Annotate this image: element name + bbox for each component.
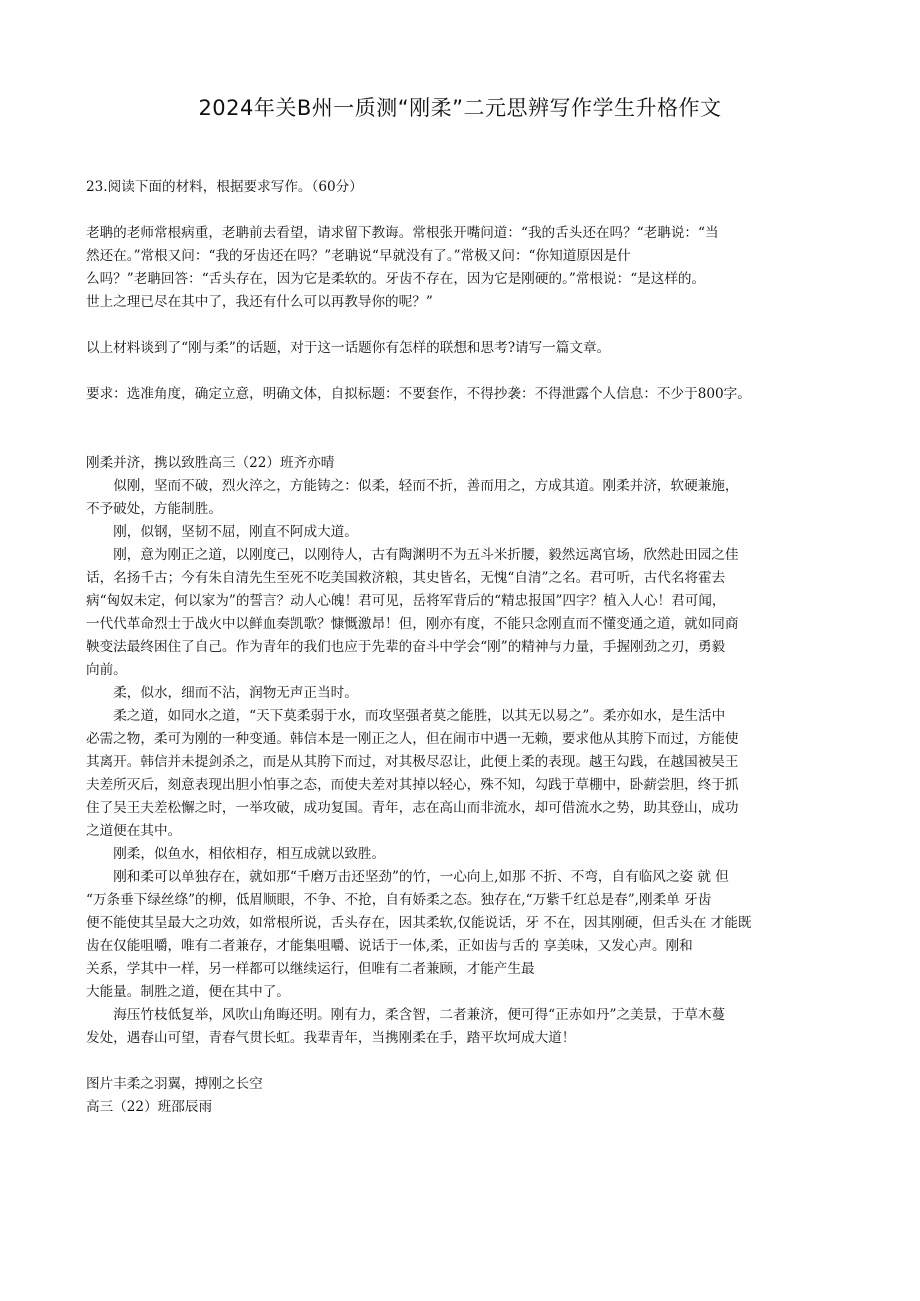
essay-title: 刚柔并济，携以致胜高三（22）班齐亦晴 [86,455,335,471]
essay2-title: 图片丰柔之羽翼，搏刚之长空 [86,1076,263,1092]
essay-paragraph [86,475,846,521]
material-line: 然还在。”常根又问：“我的牙齿还在吗？”老聃说“早就没有了。”常极又问：“你知道原因是什 [86,248,631,264]
essay-paragraph [86,1004,846,1050]
essay-paragraph [86,544,846,682]
essay-line: 海压竹枝低复举，风吹山角晦还明。刚有力，柔含智，二者兼济，便可得“正赤如丹”之美景，于草木蔓 [113,1007,726,1023]
essay-line: 刚，似钢，坚韧不屈，刚直不阿成大道。 [113,524,358,540]
essay-paragraph [86,682,846,705]
question-prompt: 以上材料谈到了“刚与柔”的话题，对于这一话题你有怎样的联想和思考?请写一篇文章。 [86,340,611,356]
question-requirement: 要求：选准角度，确定立意，明确文体，自拟标题：不要套作，不得抄袭：不得泄露个人信息：不少于800字。 [86,386,751,402]
essay-paragraph [86,521,846,544]
material-line: 世上之理已尽在其中了，我还有什么可以再教导你的呢？” [86,294,433,310]
essay-line: 便不能使其呈最大之功效，如常根所说，舌头存在，因其柔软,仅能说话，牙 不在，因其刚硬，但舌头在 才能既 [86,915,752,931]
essay-line: 必需之物，柔可为刚的一种变通。韩信本是一刚正之人，但在闹市中遇一无赖，要求他从其胯下而过，方能使 [86,731,739,747]
essay-line: 鞅变法最终困住了自己。作为青年的我们也应于先辈的奋斗中学会“刚”的精神与力量，手握刚劲之刃，勇毅 [86,639,726,655]
question-header: 23.阅读下面的材料，根据要求写作。（60分） [86,179,363,195]
essay-paragraph [86,866,846,1004]
essay-line: 关系，学其中一样，另一样都可以继续运行，但唯有二者兼顾，才能产生最 [86,961,535,977]
document-title: 2024年关B州一质测“刚柔”二元思辨写作学生升格作文 [198,96,722,120]
essay-line: 不予破处，方能制胜。 [86,501,222,517]
essay-line: 刚，意为刚正之道，以刚度己，以刚待人，古有陶渊明不为五斗米折腰，毅然远离官场，欣然赴田园之佳 [113,547,739,563]
essay-line: 齿在仅能咀嚼，唯有二者兼存，才能集咀嚼、说话于一体,柔，正如齿与舌的 享美味，又发心声。刚和 [86,938,693,954]
essay-line: 夫差所灭后，刻意表现出胆小怕事之态，而使夫差对其掉以轻心，殊不知，勾践于草棚中，卧薪尝胆，终于抓 [86,777,739,793]
essay-line: 一代代革命烈士于战火中以鲜血奏凯歌？慷慨激昂！但，刚亦有度，不能只念刚直而不懂变通之道，就如同商 [86,616,739,632]
essay-line: “万条垂下绿丝绦”的柳，低眉顺眼，不争、不抢，自有娇柔之态。独存在,“万紫千红总是春”,刚柔单 牙齿 [86,892,712,908]
essay-line: 之道便在其中。 [86,823,182,839]
essay2-author: 高三（22）班邵辰雨 [86,1099,213,1115]
essay-line: 向前。 [86,662,127,678]
essay-line: 刚和柔可以单独存在，就如那“千磨万击还坚劲”的竹，一心向上,如那 不折、不弯，自有临风之姿 就 但 [113,869,729,885]
material-line: 老聃的老师常根病重，老聃前去看望，请求留下教诲。常根张开嘴问道：“我的舌头还在吗？“老聃说：“当 [86,225,719,241]
essay-line: 发处，遇春山可望，青春气贯长虹。我辈青年，当携刚柔在手，踏平坎坷成大道！ [86,1030,576,1046]
material-line: 么吗？”老聃回答：“舌头存在，因为它是柔软的。牙齿不存在，因为它是刚硬的。”常根说：“是这样的。 [86,271,706,287]
essay-line: 病“匈奴未定，何以家为”的誓言？动人心魄！君可见，岳将军背后的“精忠报国”四字？植入人心！君可闻， [86,593,726,609]
essay-line: 刚柔，似鱼水，相依相存，相互成就以致胜。 [113,846,386,862]
essay-line: 柔之道，如同水之道，“天下莫柔弱于水，而攻坚强者莫之能胜，以其无以易之”。柔亦如水，是生活中 [113,708,726,724]
essay-paragraph [86,843,846,866]
essay-paragraph [86,705,846,843]
question-material [86,222,846,314]
essay-line: 柔，似水，细而不沾，润物无声正当时。 [113,685,358,701]
essay-body [86,475,846,1050]
essay-line: 其离开。韩信并未提剑杀之，而是从其胯下而过，对其极尽忍让，此便上柔的表现。越王勾践，在越国被吴王 [86,754,739,770]
essay-line: 似刚，坚而不破，烈火淬之，方能铸之：似柔，轻而不折，善而用之，方成其道。刚柔并济，软硬兼施， [113,478,739,494]
document-body [86,176,846,1119]
essay-line: 话，名扬千古；今有朱自清先生至死不吃美国救济粮，其史皆名，无愧“自清”之名。君可听，古代名将霍去 [86,570,726,586]
essay-line: 住了吴王夫差松懈之时，一举攻破，成功复国。青年，志在高山而非流水，却可借流水之势，助其登山，成功 [86,800,739,816]
essay-line: 大能量。制胜之道，便在其中了。 [86,984,290,1000]
